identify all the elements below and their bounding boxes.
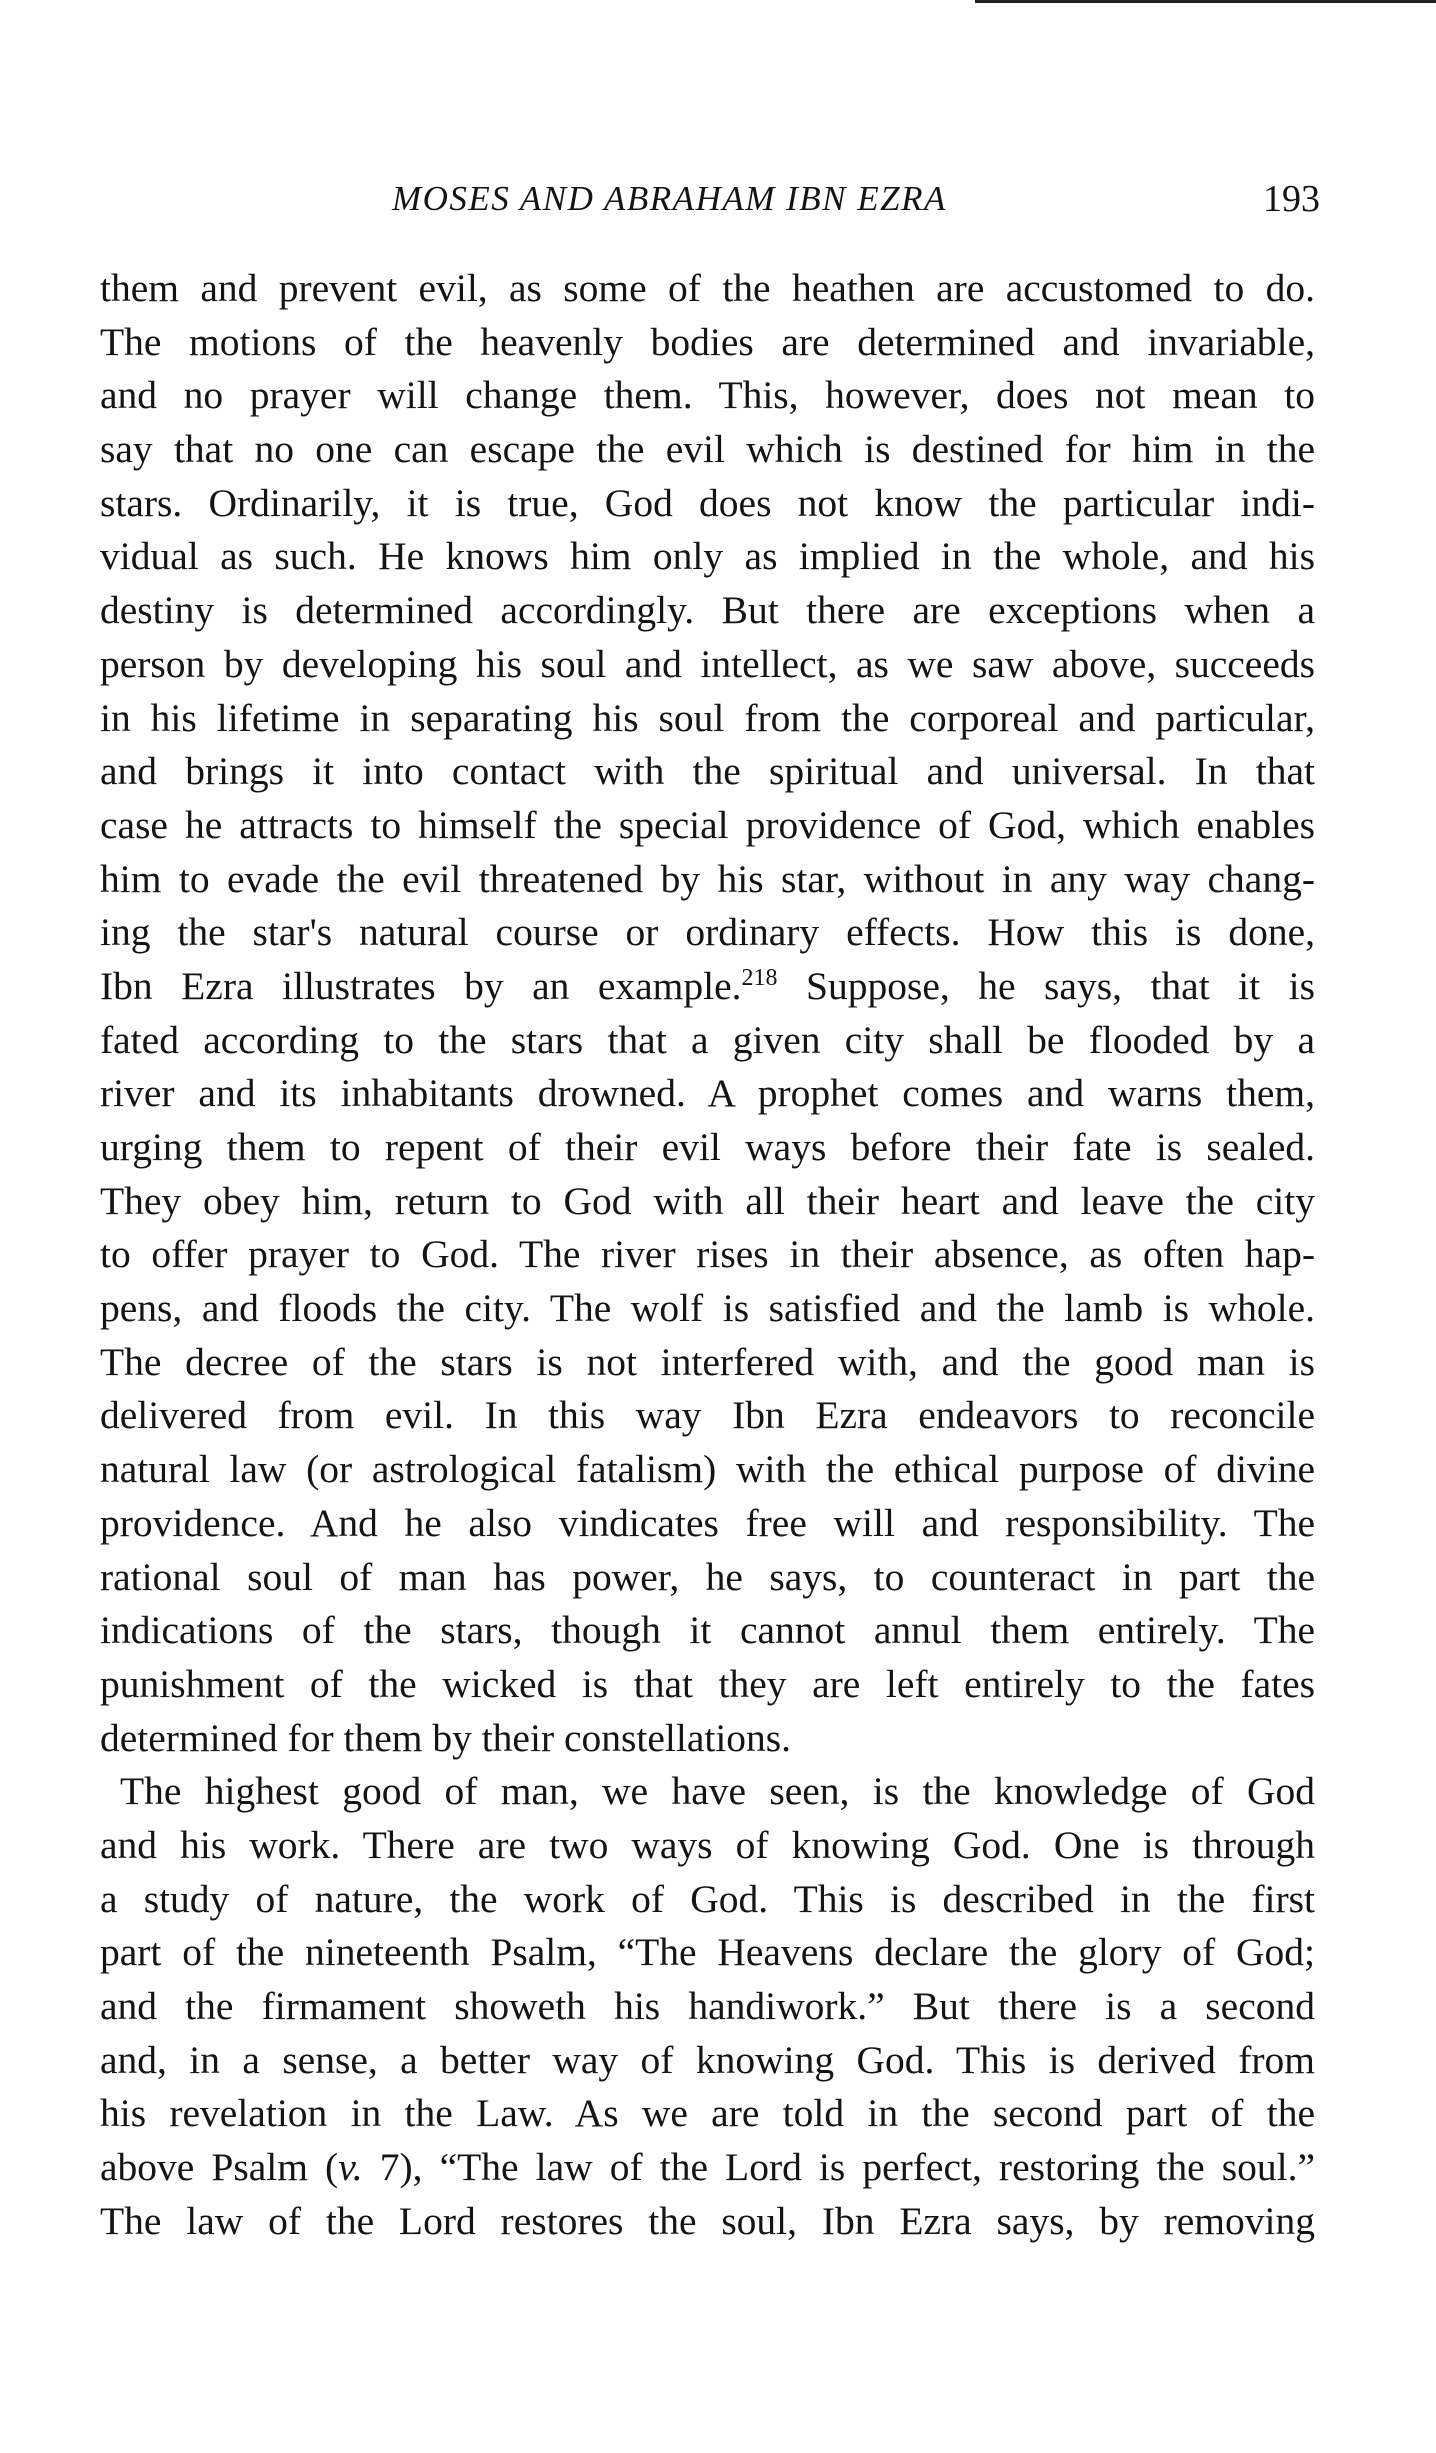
text-line: part of the nineteenth Psalm, “The Heavens declare the glory of God; bbox=[100, 1930, 1315, 1975]
text-line-with-footnote bbox=[100, 960, 1315, 1014]
line-text: Ibn Ezra illustrates by an example. bbox=[100, 963, 742, 1008]
text-line: a study of nature, the work of God. This is described in the first bbox=[100, 1876, 1315, 1921]
line-text: 7), “The law of the Lord is perfect, restoring the soul.” bbox=[362, 2145, 1315, 2190]
text-line: say that no one can escape the evil which is destined for him in the bbox=[100, 427, 1315, 472]
text-line: to offer prayer to God. The river rises in their absence, as often hap- bbox=[100, 1232, 1315, 1277]
text-line: him to evade the evil threatened by his star, without in any way chang- bbox=[100, 856, 1315, 901]
text-line: They obey him, return to God with all their heart and leave the city bbox=[100, 1178, 1315, 1223]
text-line: ing the star's natural course or ordinary effects. How this is done, bbox=[100, 910, 1315, 955]
text-line: in his lifetime in separating his soul from the corporeal and particular, bbox=[100, 695, 1315, 740]
top-rule bbox=[975, 0, 1436, 3]
text-line: and his work. There are two ways of knowing God. One is through bbox=[100, 1822, 1315, 1867]
text-line: urging them to repent of their evil ways before their fate is sealed. bbox=[100, 1125, 1315, 1169]
text-line: case he attracts to himself the special providence of God, which enables bbox=[100, 802, 1315, 847]
text-line: natural law (or astrological fatalism) with the ethical purpose of divine bbox=[100, 1447, 1315, 1492]
text-line: person by developing his soul and intellect, as we saw above, succeeds bbox=[100, 641, 1315, 686]
paragraph-1 bbox=[100, 262, 1315, 1765]
text-line: rational soul of man has power, he says, to counteract in part the bbox=[100, 1554, 1315, 1599]
text-line: river and its inhabitants drowned. A prophet comes and warns them, bbox=[100, 1071, 1315, 1116]
text-line: The motions of the heavenly bodies are determined and invariable, bbox=[100, 319, 1315, 364]
running-head bbox=[100, 172, 1320, 226]
paragraph-2 bbox=[100, 1765, 1315, 2248]
text-line: and the firmament showeth his handiwork.” But there is a second bbox=[100, 1984, 1315, 2028]
text-line: determined for them by their constellations. bbox=[100, 1715, 792, 1760]
text-line: them and prevent evil, as some of the heathen are accustomed to do. bbox=[100, 266, 1315, 310]
text-line: his revelation in the Law. As we are told in the second part of the bbox=[100, 2091, 1315, 2136]
body-text bbox=[100, 262, 1315, 2248]
text-line-with-citation bbox=[100, 2141, 1315, 2195]
text-line: stars. Ordinarily, it is true, God does not know the particular indi- bbox=[100, 480, 1315, 525]
line-text: Suppose, he says, that it is bbox=[777, 963, 1315, 1008]
text-line: destiny is determined accordingly. But there are exceptions when a bbox=[100, 588, 1315, 633]
text-line: and, in a sense, a better way of knowing God. This is derived from bbox=[100, 2037, 1315, 2082]
text-line: The highest good of man, we have seen, is the knowledge of God bbox=[120, 1769, 1315, 1814]
text-line: and brings it into contact with the spiritual and universal. In that bbox=[100, 749, 1315, 794]
text-line: delivered from evil. In this way Ibn Ezra endeavors to reconcile bbox=[100, 1393, 1315, 1438]
page-number: 193 bbox=[1263, 178, 1320, 220]
footnote-reference[interactable]: 218 bbox=[741, 964, 778, 991]
text-line: and no prayer will change them. This, however, does not mean to bbox=[100, 373, 1315, 418]
running-title: MOSES AND ABRAHAM IBN EZRA bbox=[392, 179, 947, 218]
text-line: vidual as such. He knows him only as implied in the whole, and his bbox=[100, 534, 1315, 579]
text-line: The law of the Lord restores the soul, Ibn Ezra says, by removing bbox=[100, 2198, 1315, 2243]
text-line: providence. And he also vindicates free will and responsibility. The bbox=[100, 1500, 1315, 1545]
text-line: fated according to the stars that a given city shall be flooded by a bbox=[100, 1017, 1315, 1062]
text-line: The decree of the stars is not interfered with, and the good man is bbox=[100, 1339, 1315, 1384]
verse-abbreviation: v. bbox=[338, 2145, 363, 2190]
line-text: above Psalm ( bbox=[100, 2145, 339, 2190]
text-line: indications of the stars, though it cannot annul them entirely. The bbox=[100, 1608, 1315, 1653]
text-line: punishment of the wicked is that they are left entirely to the fates bbox=[100, 1661, 1315, 1706]
text-line: pens, and floods the city. The wolf is satisfied and the lamb is whole. bbox=[100, 1286, 1315, 1331]
